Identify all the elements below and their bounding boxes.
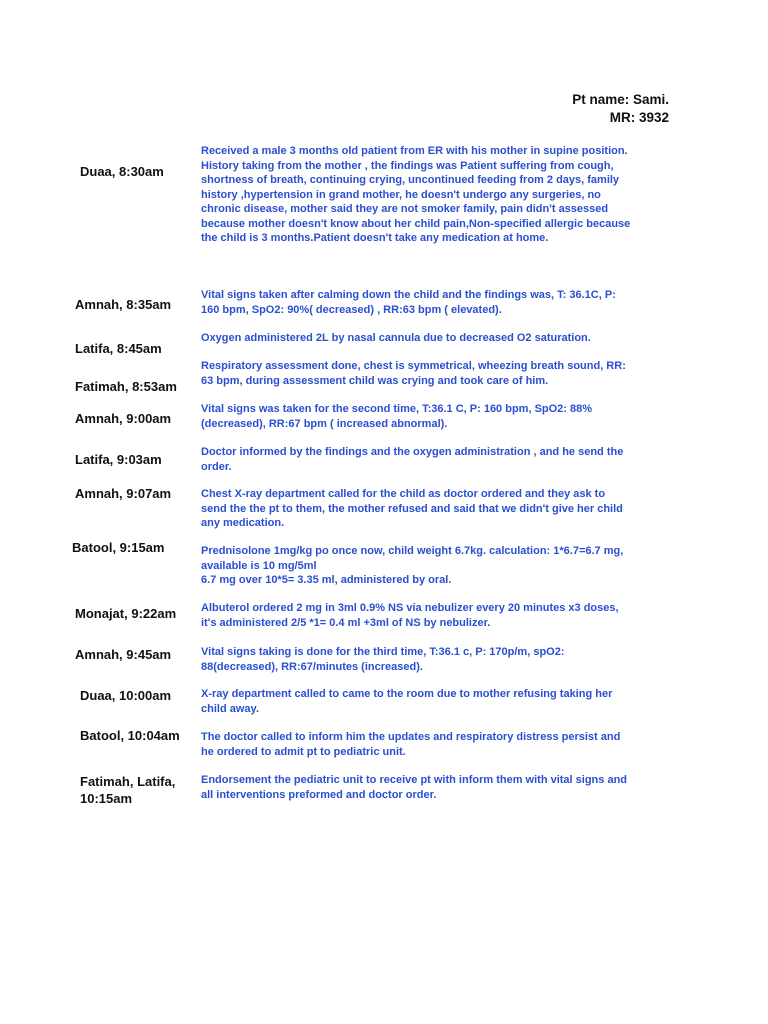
entry-note [201,288,633,317]
note-paragraph: X-ray department called to came to the room due to mother refusing taking her child away. [201,688,613,715]
entry-note [201,359,633,388]
note-paragraph: Prednisolone 1mg/kg po once now, child weight 6.7kg. calculation: 1*6.7=6.7 mg, available is 10 mg/5ml [201,545,624,572]
note-paragraph: History taking from the mother , the findings was Patient suffering from cough, shortness of breath, continuing crying, uncontinued feeding from 2 days, family history ,hypertension in grand mother, he doesn't undergo any surgeries, no chronic disease, mother said they are not smoker family, pain didn't assessed because mother doesn't know about her child pain,Non-specified allergic because the child is 3 months.Patient doesn't take any medication at home. [201,159,631,244]
entry-note [201,730,633,759]
medical-record-number: MR: 3932 [609,110,669,125]
entry-note [201,445,633,474]
note-paragraph: The doctor called to inform him the updates and respiratory distress persist and he ordered to admit pt to pediatric unit. [201,731,621,758]
entry-author [80,773,175,807]
note-paragraph: Doctor informed by the findings and the oxygen administration , and he send the order. [201,446,624,473]
entry-note [201,331,633,346]
entry-note [201,487,633,531]
entry-author: Amnah, 9:07am [75,486,172,501]
entry-note [201,601,633,630]
entry-author: Amnah, 9:45am [75,647,172,662]
note-paragraph: Vital signs was taken for the second time, T:36.1 C, P: 160 bpm, SpO2: 88% (decreased), RR:67 bpm ( increased abnormal). [201,403,593,430]
entry-note [201,144,633,246]
entry-author: Amnah, 9:00am [75,411,172,426]
entry-author: Fatimah, 8:53am [75,379,177,394]
entry-author: Latifa, 9:03am [75,452,162,467]
entry-author: Batool, 10:04am [80,728,180,743]
entry-author: Latifa, 8:45am [75,341,162,356]
note-paragraph: Received a male 3 months old patient from ER with his mother in supine position. [201,145,628,157]
patient-header [572,91,669,127]
entry-note [201,645,633,674]
entry-author: Duaa, 10:00am [80,688,172,703]
entry-note [201,773,633,802]
note-paragraph: Vital signs taken after calming down the child and the findings was, T: 36.1C, P: 160 bpm, SpO2: 90%( decreased) , RR:63 bpm ( elevated). [201,289,616,316]
entry-author: Monajat, 9:22am [75,606,177,621]
author-line: Fatimah, Latifa, [80,774,176,789]
entry-note [201,402,633,431]
note-paragraph: Chest X-ray department called for the child as doctor ordered and they ask to send the the pt to them, the mother refused and said that we didn't give her child any medication. [201,488,623,529]
entry-author: Duaa, 8:30am [80,164,164,179]
note-paragraph: Vital signs taking is done for the third time, T:36.1 c, P: 170p/m, spO2: 88(decreased), RR:67/minutes (increased). [201,646,565,673]
patient-name: Pt name: Sami. [572,92,669,107]
note-paragraph: Oxygen administered 2L by nasal cannula due to decreased O2 saturation. [201,332,591,344]
author-line: 10:15am [80,791,133,806]
entry-author: Amnah, 8:35am [75,297,172,312]
entry-note [201,687,633,716]
note-paragraph: Albuterol ordered 2 mg in 3ml 0.9% NS via nebulizer every 20 minutes x3 doses, it's administered 2/5 *1= 0.4 ml +3ml of NS by nebulizer. [201,602,619,629]
entry-note [201,544,633,588]
note-paragraph: Respiratory assessment done, chest is symmetrical, wheezing breath sound, RR: 63 bpm, during assessment child was crying and took care of him. [201,360,626,387]
note-paragraph: Endorsement the pediatric unit to receive pt with inform them with vital signs and all interventions preformed and doctor order. [201,774,628,801]
entry-author: Batool, 9:15am [72,540,165,555]
note-paragraph: 6.7 mg over 10*5= 3.35 ml, administered by oral. [201,574,452,586]
